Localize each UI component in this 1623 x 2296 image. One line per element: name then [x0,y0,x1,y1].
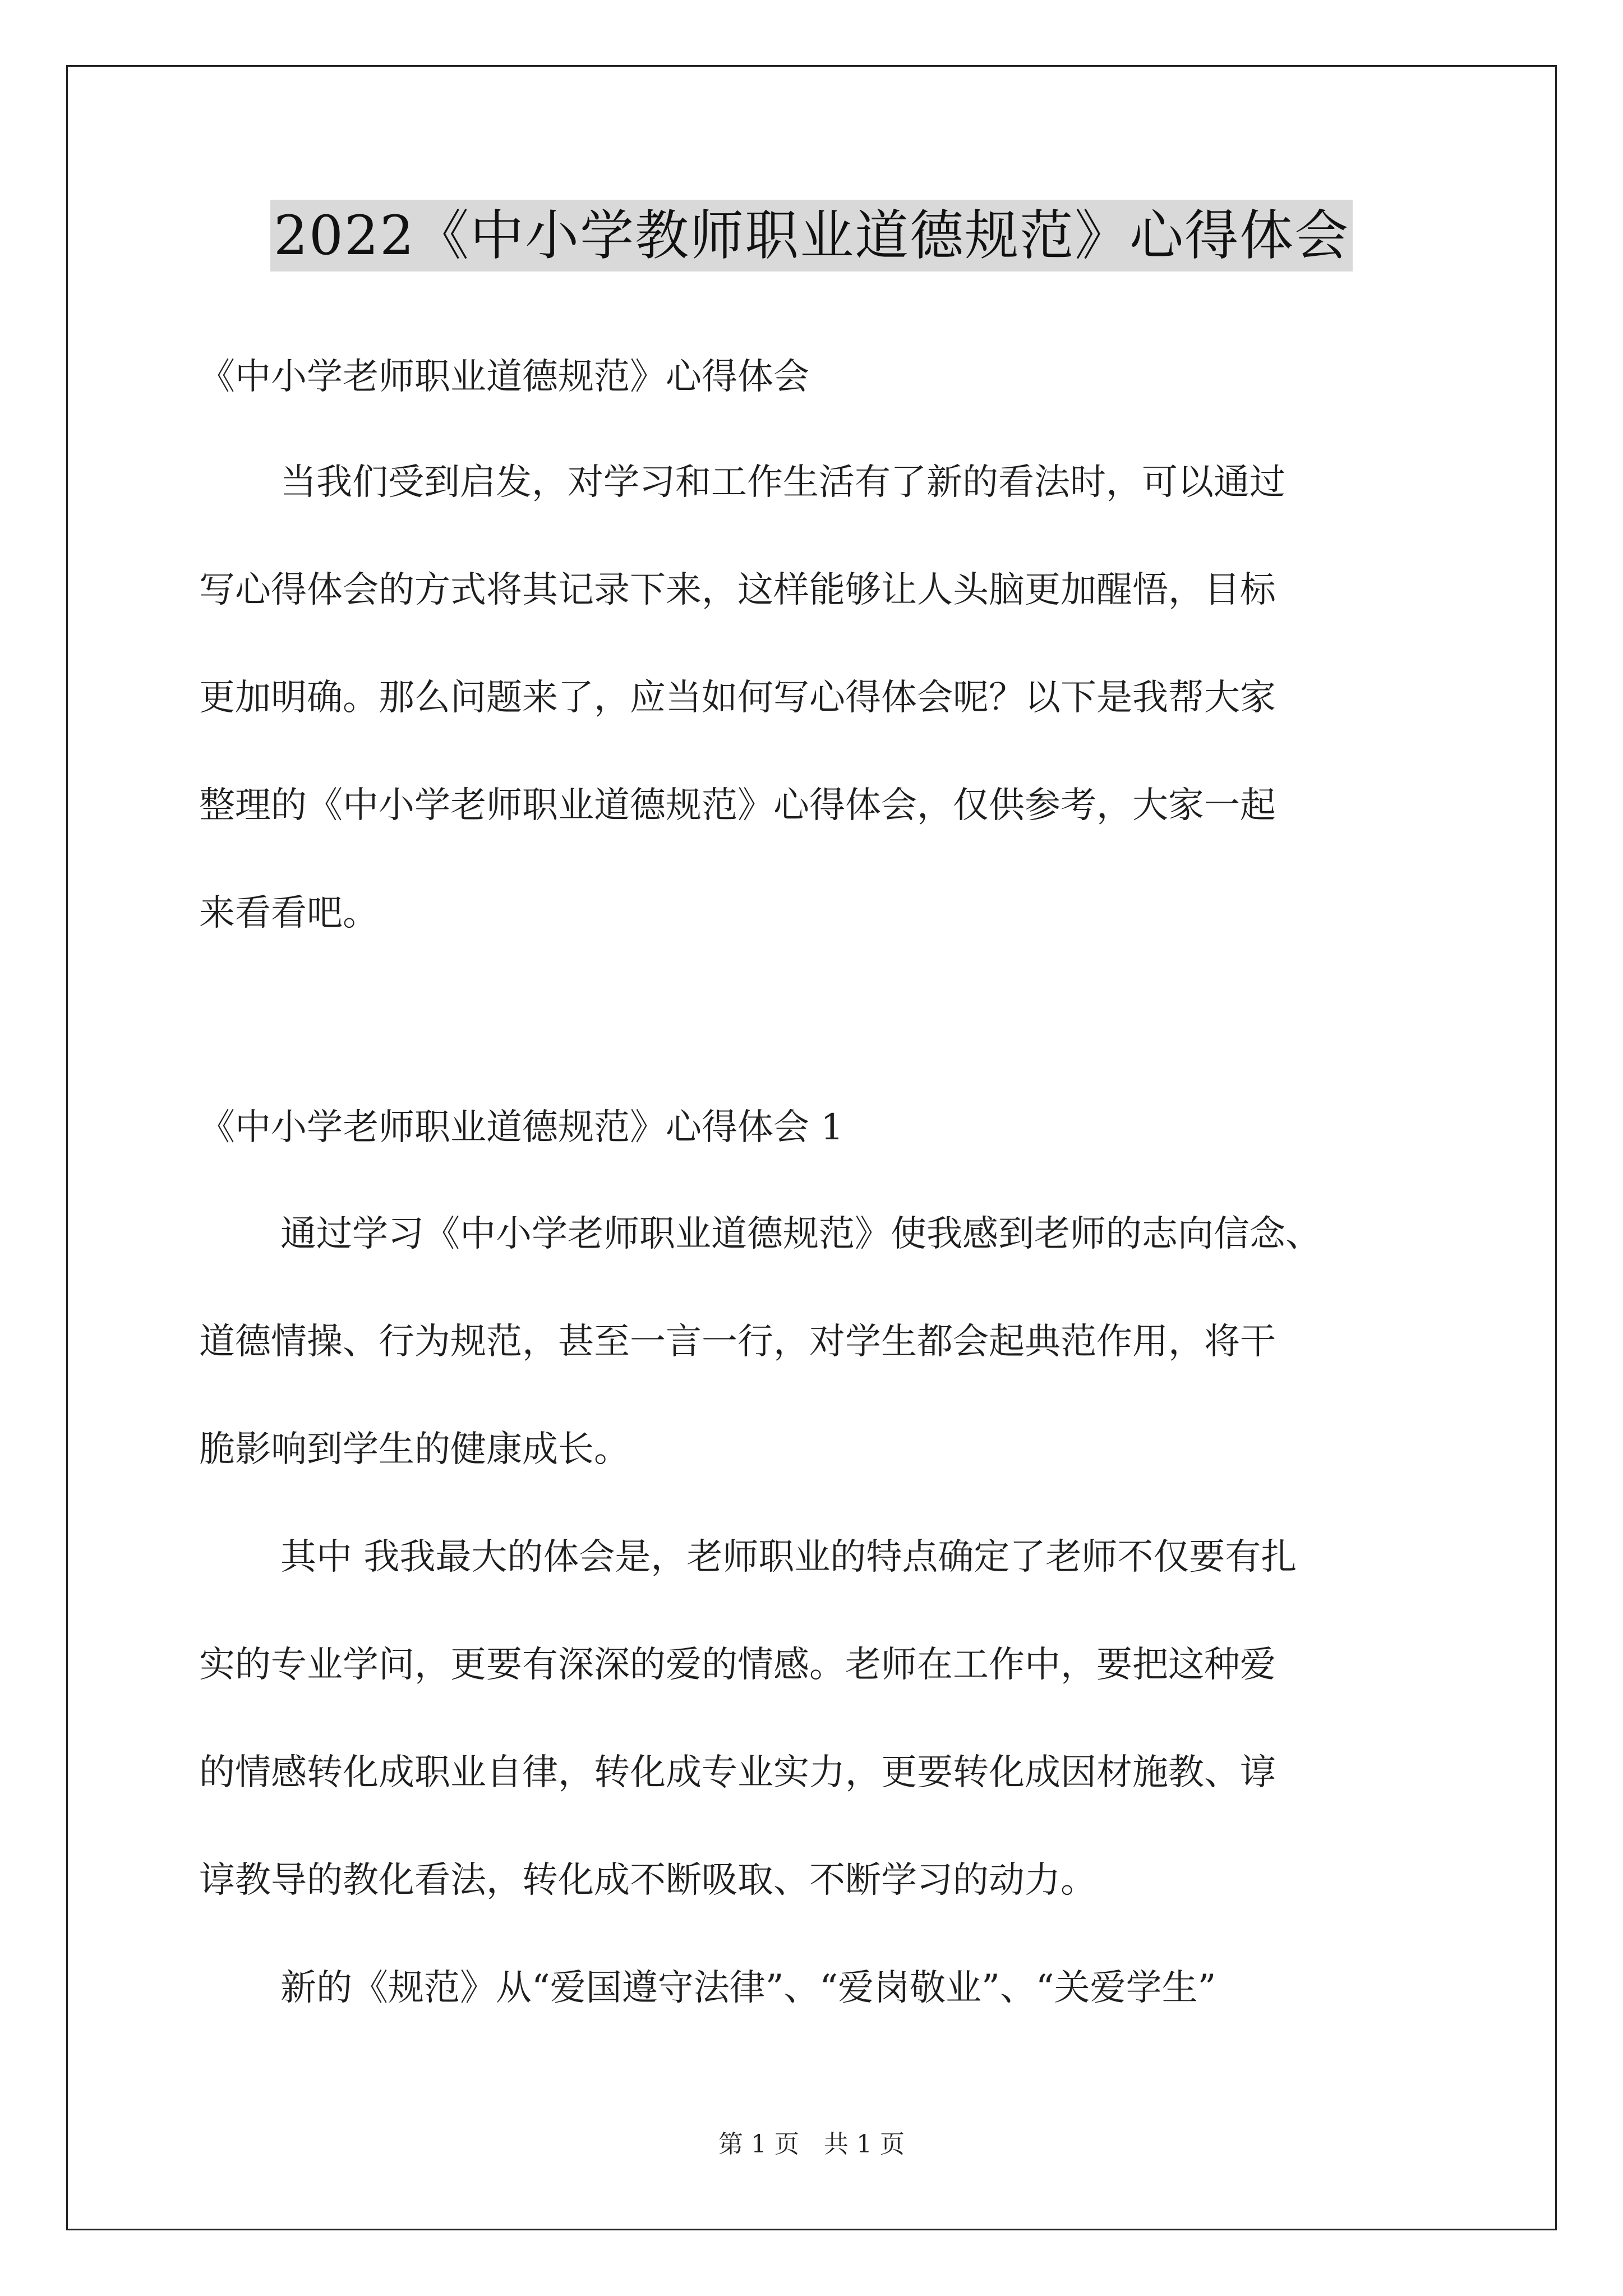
paragraph-line: 通过学习《中小学老师职业道德规范》使我感到老师的志向信念、 [280,1213,1321,1255]
paragraph-line: 实的专业学问，更要有深深的爱的情感。老师在工作中，要把这种爱 [199,1644,1276,1686]
paragraph-line: 脆影响到学生的健康成长。 [199,1429,630,1470]
document-title: 2022《中小学教师职业道德规范》心得体会 [270,200,1353,272]
section-heading: 《中小学老师职业道德规范》心得体会 1 [199,1107,844,1148]
paragraph-line: 更加明确。那么问题来了，应当如何写心得体会呢？以下是我帮大家 [199,677,1276,719]
section-heading: 《中小学老师职业道德规范》心得体会 [199,356,809,398]
paragraph-line: 写心得体会的方式将其记录下来，这样能够让人头脑更加醒悟，目标 [199,569,1276,611]
paragraph-line: 其中 我我最大的体会是，老师职业的特点确定了老师不仅要有扎 [280,1536,1297,1578]
paragraph-line: 道德情操、行为规范，甚至一言一行，对学生都会起典范作用，将干 [199,1321,1276,1363]
paragraph-line: 谆教导的教化看法，转化成不断吸取、不断学习的动力。 [199,1860,1096,1901]
page-footer: 第 1 页 共 1 页 [718,2130,905,2159]
paragraph-line: 的情感转化成职业自律，转化成专业实力，更要转化成因材施教、谆 [199,1752,1276,1793]
title-container [0,200,1623,272]
paragraph-line: 来看看吧。 [199,892,379,934]
paragraph-line: 整理的《中小学老师职业道德规范》心得体会，仅供参考，大家一起 [199,785,1276,826]
paragraph-line: 当我们受到启发，对学习和工作生活有了新的看法时，可以通过 [280,462,1285,503]
paragraph-line: 新的《规范》从“爱国遵守法律”、“爱岗敬业”、“关爱学生” [280,1967,1216,2009]
